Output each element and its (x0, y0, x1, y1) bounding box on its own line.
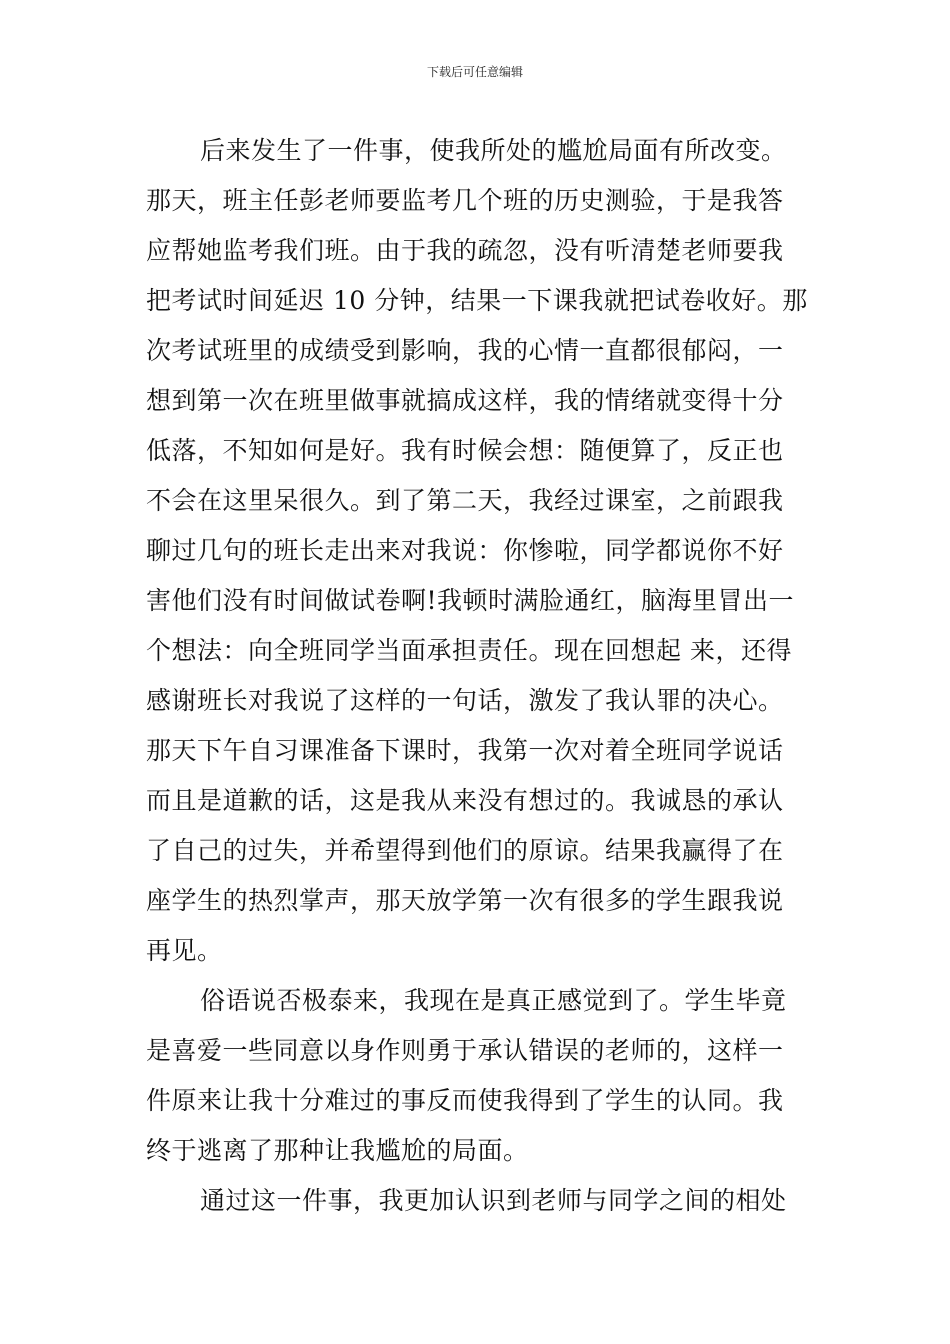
text-line: 俗语说否极泰来，我现在是真正感觉到了。学生毕竟 (200, 986, 787, 1015)
text-line: 再见。 (146, 936, 223, 965)
text-line: 低落，不知如何是好。我有时候会想：随便算了，反正也 (146, 436, 784, 465)
text-line: 个想法：向全班同学当面承担责任。现在回想起 来，还得 (146, 636, 792, 665)
paragraph (146, 976, 826, 1176)
text-line: 而且是道歉的话，这是我从来没有想过的。我诚恳的承认 (146, 786, 784, 815)
text-line: 了自己的过失，并希望得到他们的原谅。结果我赢得了在 (146, 836, 784, 865)
text-line: 不会在这里呆很久。到了第二天，我经过课室，之前跟我 (146, 486, 784, 515)
text-line: 终于逃离了那种让我尴尬的局面。 (146, 1136, 529, 1165)
text-line: 次考试班里的成绩受到影响，我的心情一直都很郁闷，一 (146, 336, 784, 365)
text-line: 害他们没有时间做试卷啊!我顿时满脸通红，脑海里冒出一 (146, 586, 795, 615)
text-line: 把考试时间延迟 10 分钟，结果一下课我就把试卷收好。那 (146, 286, 808, 315)
text-line: 想到第一次在班里做事就搞成这样，我的情绪就变得十分 (146, 386, 784, 415)
text-line: 座学生的热烈掌声，那天放学第一次有很多的学生跟我说 (146, 886, 784, 915)
text-line: 那天，班主任彭老师要监考几个班的历史测验，于是我答 (146, 186, 784, 215)
text-line: 件原来让我十分难过的事反而使我得到了学生的认同。我 (146, 1086, 784, 1115)
paragraph (146, 126, 826, 976)
text-line: 通过这一件事，我更加认识到老师与同学之间的相处 (200, 1186, 787, 1215)
text-line: 应帮她监考我们班。由于我的疏忽，没有听清楚老师要我 (146, 236, 784, 265)
text-line: 后来发生了一件事，使我所处的尴尬局面有所改变。 (200, 136, 787, 165)
text-line: 是喜爱一些同意以身作则勇于承认错误的老师的，这样一 (146, 1036, 784, 1065)
text-line: 那天下午自习课准备下课时，我第一次对着全班同学说话 (146, 736, 784, 765)
text-line: 感谢班长对我说了这样的一句话，激发了我认罪的决心。 (146, 686, 784, 715)
document-body (146, 126, 826, 1226)
paragraph (146, 1176, 826, 1226)
page-header: 下载后可任意编辑 (426, 65, 523, 79)
text-line: 聊过几句的班长走出来对我说：你惨啦，同学都说你不好 (146, 536, 784, 565)
